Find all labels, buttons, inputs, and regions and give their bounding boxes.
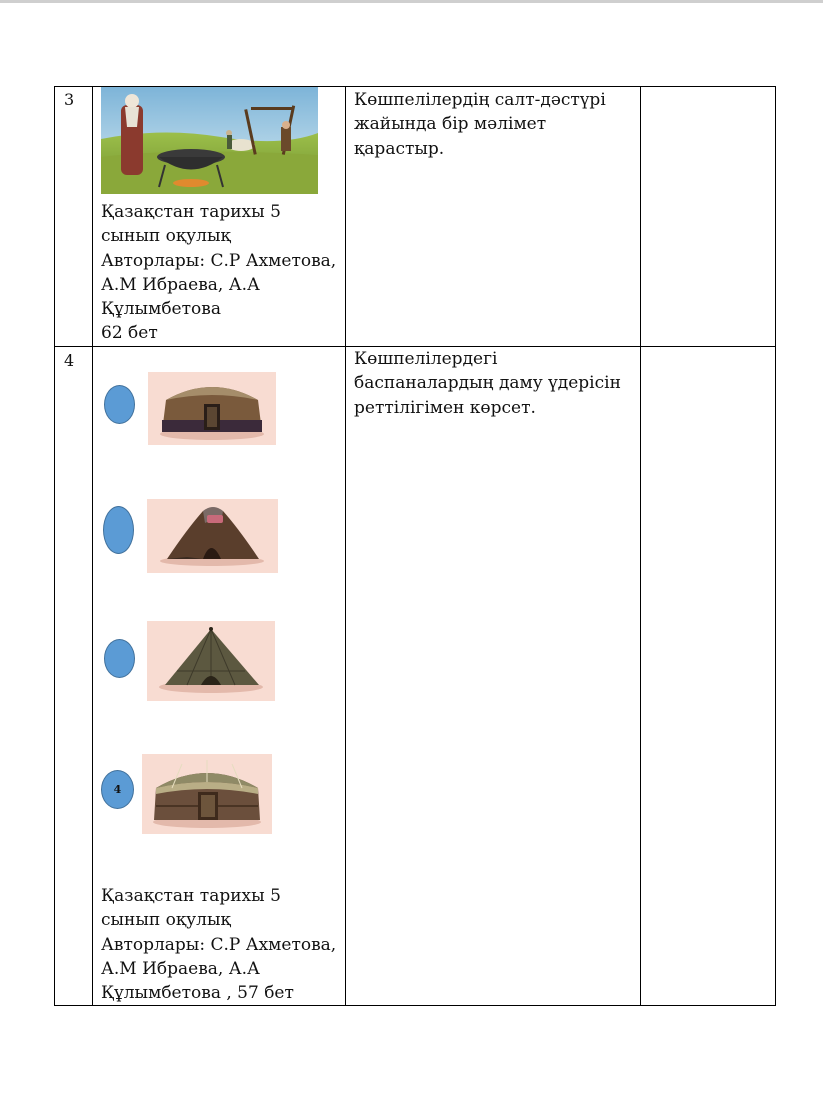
top-divider (0, 0, 823, 3)
textbook-source: Қазақстан тарихы 5 сынып оқулық Авторлары: С.Р Ахметова, А.М Ибраева, А.А Құлымбетова 62 бет (101, 202, 337, 344)
cone-dwelling-image (147, 621, 275, 701)
order-circle[interactable] (104, 639, 135, 678)
order-circle[interactable]: 4 (101, 770, 134, 809)
nomad-camp-illustration (101, 87, 318, 194)
column-divider (92, 86, 93, 1006)
yurt-image (142, 754, 272, 834)
table-border-left (54, 86, 55, 1006)
order-circle[interactable] (104, 385, 135, 424)
order-circle[interactable] (103, 506, 134, 554)
row-number: 3 (64, 90, 75, 109)
task-text: Көшпелілердегі баспаналардың даму үдерісін реттілігімен көрсет. (354, 349, 621, 418)
row-number: 4 (64, 351, 75, 370)
tent-dwelling-image (147, 499, 278, 573)
column-divider (345, 86, 346, 1006)
task-text: Көшпелілердің салт-дәстүрі жайында бір мәлімет қарастыр. (354, 90, 606, 159)
table-border-right (775, 86, 776, 1006)
hut-dwelling-image (148, 372, 276, 445)
textbook-source: Қазақстан тарихы 5 сынып оқулық Авторлары: С.Р Ахметова, А.М Ибраева, А.А Құлымбетова , 57 бет (101, 886, 337, 1004)
column-divider (640, 86, 641, 1006)
